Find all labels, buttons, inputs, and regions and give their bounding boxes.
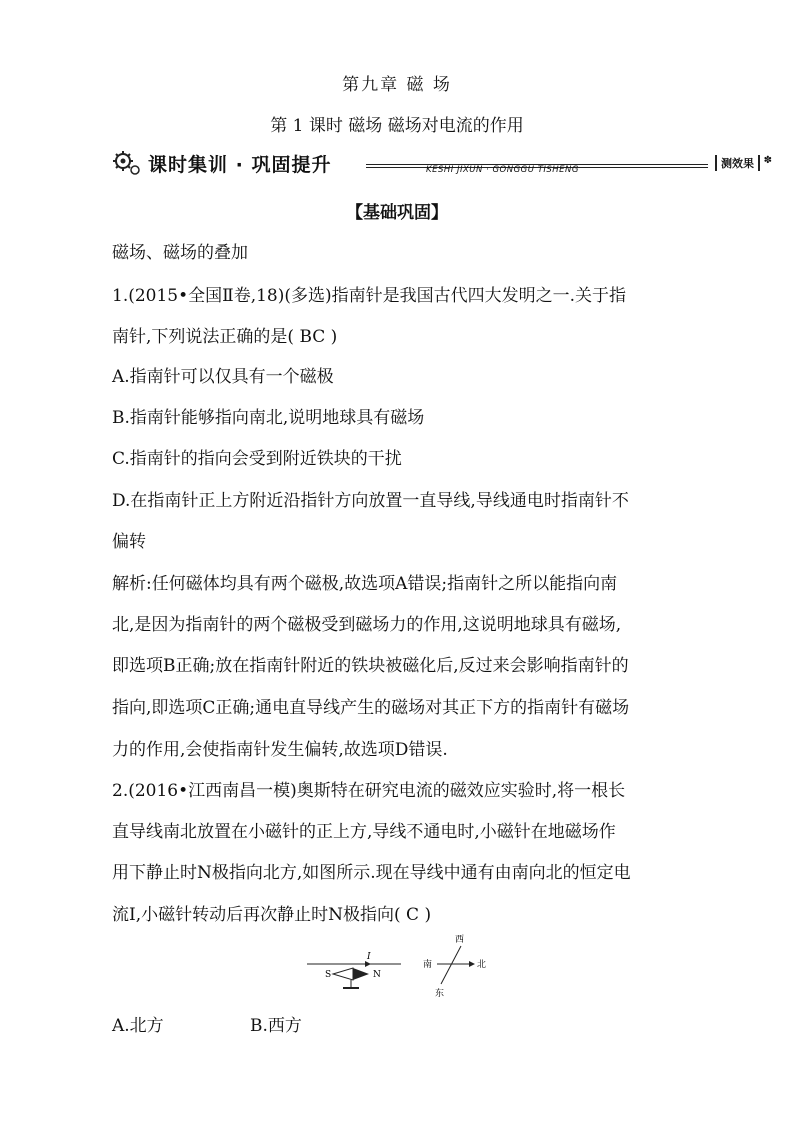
dir-south-label: 南 (423, 960, 433, 970)
dir-west-label: 西 (455, 935, 465, 945)
banner-subtitle: KESHI JIXUN · GONGGU TISHENG (426, 165, 579, 175)
q1-stem: 1.(2015•全国Ⅱ卷,18)(多选)指南针是我国古代四大发明之一.关于指 (112, 286, 627, 306)
q2-stem: 直导线南北放置在小磁针的正上方,导线不通电时,小磁针在地磁场作 (112, 822, 616, 842)
q1-analysis-line: 解析:任何磁体均具有两个磁极,故选项A错误;指南针之所以能指向南 (112, 574, 618, 594)
north-arrow (469, 961, 475, 967)
lesson-title: 第 1 课时 磁场 磁场对电流的作用 (270, 116, 524, 136)
q2-option-a: A.北方 (112, 1016, 164, 1036)
compass-wire-figure (305, 930, 505, 998)
topic-heading: 磁场、磁场的叠加 (112, 243, 248, 263)
q1-analysis-line: 北,是因为指南针的两个磁极受到磁场力的作用,这说明地球具有磁场, (112, 615, 622, 635)
q2-stem: 2.(2016•江西南昌一模)奥斯特在研究电流的磁效应实验时,将一根长 (112, 781, 626, 801)
current-label: I (367, 952, 371, 962)
needle-north-half (353, 968, 369, 980)
q2-stem: 流I,小磁针转动后再次静止时N极指向( C ) (112, 905, 432, 925)
gear-icon (112, 150, 142, 176)
q1-option-d: 偏转 (112, 532, 146, 552)
q1-analysis-line: 指向,即选项C正确;通电直导线产生的磁场对其正下方的指南针有磁场 (112, 698, 630, 718)
section-banner (112, 148, 774, 180)
q1-option-c: C.指南针的指向会受到附近铁块的干扰 (112, 449, 402, 469)
chapter-title: 第九章 磁 场 (342, 75, 452, 95)
star-icon: ✽ (763, 155, 772, 166)
q1-analysis-line: 力的作用,会使指南针发生偏转,故选项D错误. (112, 740, 448, 760)
q2-stem: 用下静止时N极指向北方,如图所示.现在导线中通有由南向北的恒定电 (112, 863, 631, 883)
dir-east-label: 东 (435, 989, 445, 998)
q1-option-d: D.在指南针正上方附近沿指针方向放置一直导线,导线通电时指南针不 (112, 491, 629, 511)
banner-title: 课时集训 · 巩固提升 (148, 154, 332, 176)
needle-south-half (333, 968, 353, 980)
q1-option-b: B.指南针能够指向南北,说明地球具有磁场 (112, 408, 425, 428)
q1-analysis-line: 即选项B正确;放在指南针附近的铁块被磁化后,反过来会影响指南针的 (112, 656, 629, 676)
needle-n-label: N (373, 970, 381, 980)
q2-option-b: B.西方 (250, 1016, 302, 1036)
section-title: 【基础巩固】 (346, 203, 448, 223)
east-west-axis (441, 946, 461, 984)
dir-north-label: 北 (477, 960, 487, 970)
q1-option-a: A.指南针可以仅具有一个磁极 (112, 367, 334, 387)
needle-s-label: S (325, 970, 332, 980)
banner-tag: 测效果 (715, 155, 760, 171)
q1-stem: 南针,下列说法正确的是( BC ) (112, 327, 338, 347)
